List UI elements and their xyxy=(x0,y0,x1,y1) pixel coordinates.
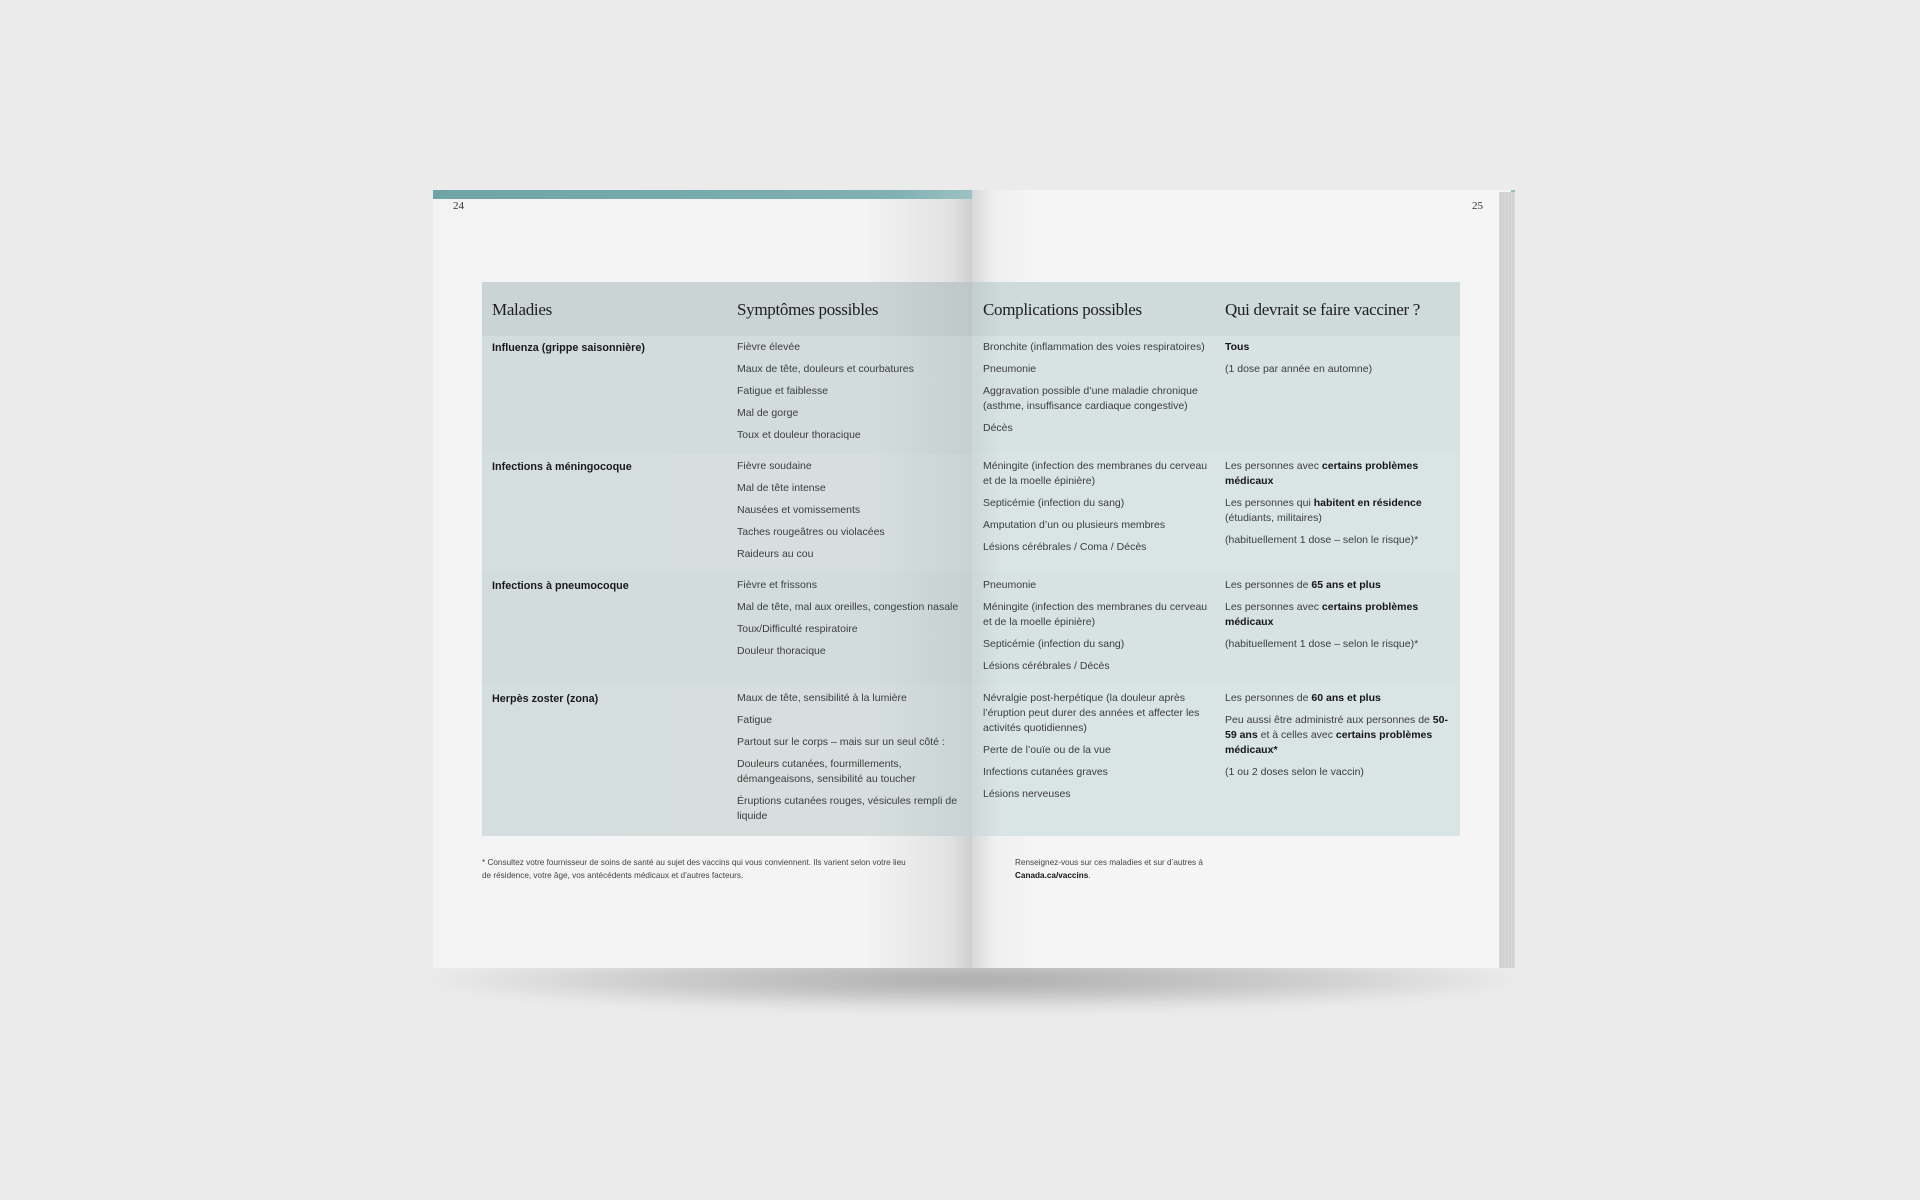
who-bold: 50-59 ans xyxy=(1225,714,1448,741)
complication-item: Amputation d’un ou plusieurs membres xyxy=(983,519,1166,531)
symptom-item: Fatigue et faiblesse xyxy=(737,385,829,397)
header-maladies: Maladies xyxy=(492,300,552,319)
disease-pneumocoque: Infections à pneumocoque xyxy=(492,580,629,592)
footnote-left: * Consultez votre fournisseur de soins de santé au sujet des vaccins qui vous conviennent. Ils varient selon votre lieu de résidence, votre âge, vos antécédents médicaux et d’autres facteurs. xyxy=(482,858,906,880)
symptom-item: Nausées et vomissements xyxy=(737,504,861,516)
symptom-item: Fièvre et frissons xyxy=(737,579,817,591)
page-right xyxy=(972,190,1515,968)
disease-zona: Herpès zoster (zona) xyxy=(492,693,599,705)
symptom-item: Fièvre soudaine xyxy=(737,460,812,472)
complication-item: Septicémie (infection du sang) xyxy=(983,638,1125,650)
complication-item: Lésions nerveuses xyxy=(983,788,1071,800)
symptom-item: Mal de tête intense xyxy=(737,482,826,494)
complication-item: Pneumonie xyxy=(983,579,1037,591)
who-item: (1 dose par année en automne) xyxy=(1225,363,1373,375)
complication-item: Lésions cérébrales / Décès xyxy=(983,660,1110,672)
disease-meningocoque: Infections à méningocoque xyxy=(492,461,632,473)
who-text: Les personnes qui xyxy=(1225,497,1314,509)
symptom-item: Mal de tête, mal aux oreilles, congestion nasale xyxy=(737,601,959,613)
symptoms-zona xyxy=(737,691,962,831)
page-number-left: 24 xyxy=(453,200,464,212)
who-zona xyxy=(1225,691,1450,787)
complication-item: Infections cutanées graves xyxy=(983,766,1108,778)
page-number-right: 25 xyxy=(1472,200,1483,212)
accent-bar-left xyxy=(433,190,972,199)
symptom-item: Raideurs au cou xyxy=(737,548,814,560)
complications-influenza xyxy=(983,340,1213,443)
who-item: (habituellement 1 dose – selon le risque)* xyxy=(1225,638,1419,650)
complication-item: Aggravation possible d’une maladie chronique (asthme, insuffisance cardiaque congestive) xyxy=(983,385,1198,412)
who-bold: certains problèmes médicaux* xyxy=(1225,729,1433,756)
complication-item: Méningite (infection des membranes du cerveau et de la moelle épinière) xyxy=(983,601,1208,628)
who-pneumocoque xyxy=(1225,578,1450,659)
footnote-right-text: Renseignez-vous sur ces maladies et sur d’autres à xyxy=(1015,858,1203,867)
symptoms-pneumocoque xyxy=(737,578,967,666)
symptom-item: Toux et douleur thoracique xyxy=(737,429,861,441)
complication-item: Lésions cérébrales / Coma / Décès xyxy=(983,541,1147,553)
complication-item: Perte de l’ouïe ou de la vue xyxy=(983,744,1111,756)
who-bold: Tous xyxy=(1225,341,1250,353)
who-text: Les personnes avec xyxy=(1225,601,1322,613)
who-bold: certains problèmes médicaux xyxy=(1225,460,1419,487)
complication-item: Pneumonie xyxy=(983,363,1037,375)
page-edges xyxy=(1499,192,1515,968)
complications-zona xyxy=(983,691,1208,809)
symptom-item: Taches rougeâtres ou violacées xyxy=(737,526,885,538)
symptom-item: Maux de tête, sensibilité à la lumière xyxy=(737,692,907,704)
complication-item: Bronchite (inflammation des voies respiratoires) xyxy=(983,341,1205,353)
complication-item: Décès xyxy=(983,422,1013,434)
disease-influenza: Influenza (grippe saisonnière) xyxy=(492,342,645,354)
who-bold: habitent en résidence xyxy=(1313,497,1422,509)
open-booklet xyxy=(433,190,1515,968)
who-text: Les personnes de xyxy=(1225,692,1312,704)
complication-item: Névralgie post-herpétique (la douleur après l’éruption peut durer des années et affecter les activités quotidiennes) xyxy=(983,692,1200,734)
symptom-item: Douleur thoracique xyxy=(737,645,826,657)
who-item: (1 ou 2 doses selon le vaccin) xyxy=(1225,766,1364,778)
who-text: Les personnes avec xyxy=(1225,460,1322,472)
table-header-band xyxy=(482,282,972,336)
who-item: (habituellement 1 dose – selon le risque)* xyxy=(1225,534,1419,546)
complications-pneumocoque xyxy=(983,578,1213,681)
table-left-half xyxy=(482,282,972,836)
symptom-item: Éruptions cutanées rouges, vésicules rempli de liquide xyxy=(737,795,958,822)
footnote-right-end: . xyxy=(1088,871,1091,880)
complication-item: Méningite (infection des membranes du cerveau et de la moelle épinière) xyxy=(983,460,1208,487)
footnote-right-link[interactable]: Canada.ca/vaccins xyxy=(1015,871,1089,880)
symptom-item: Fièvre élevée xyxy=(737,341,801,353)
who-bold: certains problèmes médicaux xyxy=(1225,601,1419,628)
symptom-item: Maux de tête, douleurs et courbatures xyxy=(737,363,914,375)
who-text: Les personnes de xyxy=(1225,579,1312,591)
who-text: et à celles avec xyxy=(1257,729,1336,741)
symptom-item: Fatigue xyxy=(737,714,773,726)
symptom-item: Douleurs cutanées, fourmillements, démangeaisons, sensibilité au toucher xyxy=(737,758,916,785)
who-text: Peu aussi être administré aux personnes de xyxy=(1225,714,1433,726)
who-influenza xyxy=(1225,340,1450,384)
symptoms-influenza xyxy=(737,340,967,450)
who-bold: 65 ans et plus xyxy=(1311,579,1381,591)
who-bold: 60 ans et plus xyxy=(1311,692,1381,704)
complications-meningocoque xyxy=(983,459,1213,562)
table-right-half xyxy=(972,282,1460,836)
symptom-item: Mal de gorge xyxy=(737,407,799,419)
who-meningocoque xyxy=(1225,459,1450,555)
complication-item: Septicémie (infection du sang) xyxy=(983,497,1125,509)
symptom-item: Partout sur le corps – mais sur un seul côté : xyxy=(737,736,945,748)
header-complications: Complications possibles xyxy=(983,300,1142,319)
page-left xyxy=(433,190,972,968)
symptoms-meningocoque xyxy=(737,459,967,569)
who-text: (étudiants, militaires) xyxy=(1225,512,1322,524)
footnote-right xyxy=(1015,856,1240,882)
header-qui: Qui devrait se faire vacciner ? xyxy=(1225,300,1421,319)
header-symptomes: Symptômes possibles xyxy=(737,300,879,319)
symptom-item: Toux/Difficulté respiratoire xyxy=(737,623,858,635)
